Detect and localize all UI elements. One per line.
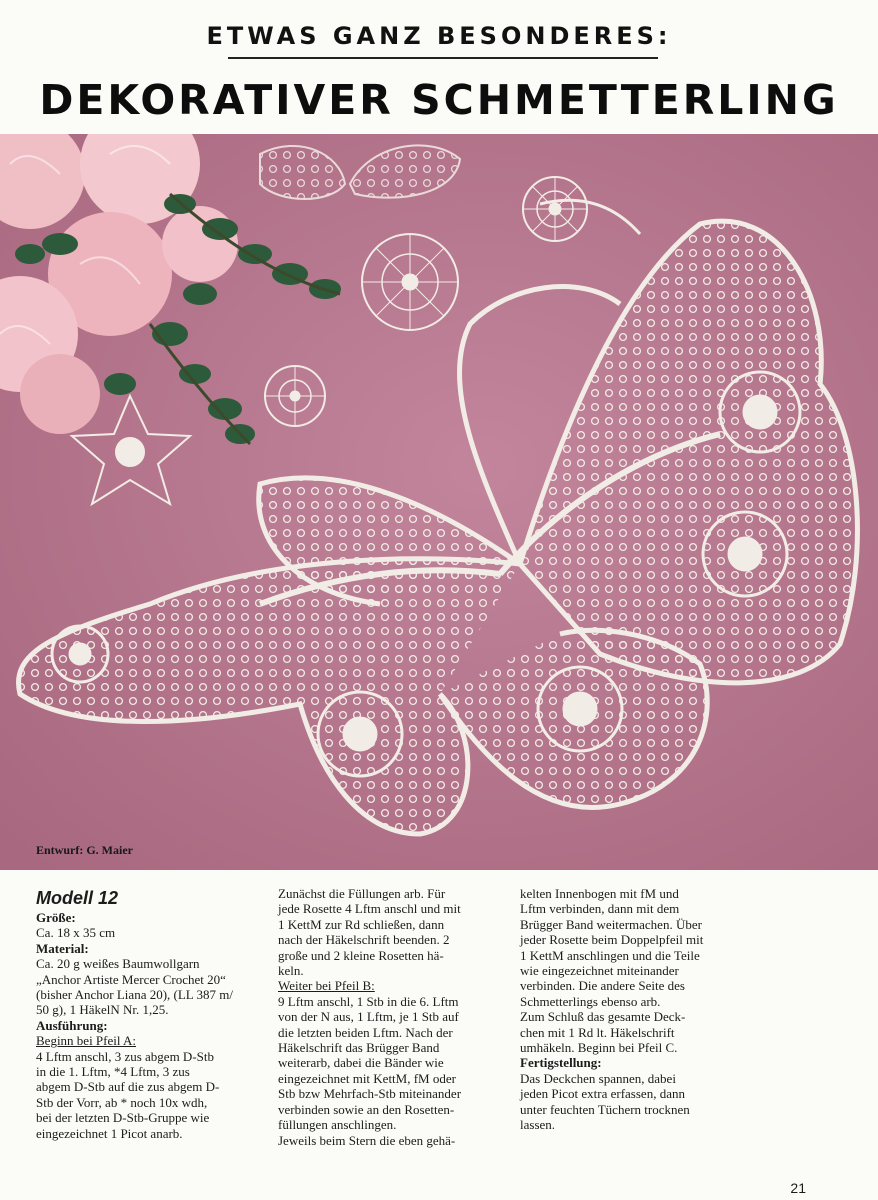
instruction-line: Stb der Vorr, ab * noch 10x wdh, <box>36 1094 208 1110</box>
instruction-line: 1 KettM zur Rd schließen, dann <box>278 916 445 932</box>
instruction-line: große und 2 kleine Rosetten hä- <box>278 947 444 963</box>
arrow-a-label: Beginn bei Pfeil A: <box>36 1033 137 1049</box>
instruction-line: Lftm verbinden, dann mit dem <box>520 901 680 917</box>
arrow-b-label: Weiter bei Pfeil B: <box>278 978 375 994</box>
instruction-line: von der N aus, 1 Lftm, je 1 Stb auf <box>278 1009 459 1025</box>
page-kicker: ETWAS GANZ BESONDERES: <box>206 22 672 50</box>
small-rosette <box>362 234 458 330</box>
text-column-1 <box>36 886 262 1141</box>
instruction-line: Schmetterlings ebenso arb. <box>520 993 661 1009</box>
material-line: „Anchor Artiste Mercer Crochet 20“ <box>36 971 226 987</box>
page-number: 21 <box>790 1180 806 1196</box>
small-rosette <box>523 177 587 241</box>
instruction-line: verbinden sowie an den Rosetten- <box>278 1101 455 1117</box>
execution-label: Ausführung: <box>36 1017 108 1033</box>
instruction-line: 4 Lftm anschl, 3 zus abgem D-Stb <box>36 1048 214 1064</box>
size-value: Ca. 18 x 35 cm <box>36 925 116 941</box>
instruction-line: lassen. <box>520 1117 556 1133</box>
instruction-line: kelten Innenbogen mit fM und <box>520 886 679 901</box>
instruction-line: nach der Häkelschrift beenden. 2 <box>278 932 450 948</box>
small-rosette <box>265 366 325 426</box>
instruction-line: unter feuchten Tüchern trocknen <box>520 1101 690 1117</box>
instruction-line: keln. <box>278 963 304 979</box>
size-label: Größe: <box>36 910 76 925</box>
instruction-line: Jeweils beim Stern die eben gehä- <box>278 1132 456 1148</box>
page-title: DEKORATIVER SCHMETTERLING <box>39 76 839 124</box>
instruction-line: umhäkeln. Beginn bei Pfeil C. <box>520 1040 678 1056</box>
instruction-line: Stb bzw Mehrfach-Stb miteinander <box>278 1086 462 1102</box>
butterfly-lace-photo <box>0 134 878 870</box>
instruction-line: in die 1. Lftm, *4 Lftm, 3 zus <box>36 1064 190 1080</box>
instruction-line: jeder Rosette beim Doppelpfeil mit <box>520 932 704 948</box>
material-line: 50 g), 1 HäkelN Nr. 1,25. <box>36 1002 169 1018</box>
finish-label: Fertigstellung: <box>520 1055 602 1071</box>
material-label: Material: <box>36 940 89 956</box>
instruction-line: Zum Schluß das gesamte Deck- <box>520 1009 686 1025</box>
material-line: (bisher Anchor Liana 20), (LL 387 m/ <box>36 987 233 1003</box>
instruction-line: Das Deckchen spannen, dabei <box>520 1070 676 1086</box>
instruction-line: jeden Picot extra erfassen, dann <box>520 1086 685 1102</box>
kicker-underline <box>228 57 658 59</box>
instruction-line: füllungen anschlingen. <box>278 1117 397 1133</box>
instruction-line: eingezeichnet mit KettM, fM oder <box>278 1070 456 1086</box>
instruction-line: jede Rosette 4 Lftm anschl und mit <box>278 901 461 917</box>
photo-credit: Entwurf: G. Maier <box>36 843 133 857</box>
instruction-line: Zunächst die Füllungen arb. Für <box>278 886 446 901</box>
instruction-line: 1 KettM anschlingen und die Teile <box>520 947 700 963</box>
model-title: Modell 12 <box>36 888 119 908</box>
text-column-2 <box>278 886 500 1148</box>
instruction-line: eingezeichnet 1 Picot anarb. <box>36 1125 183 1141</box>
instruction-line: die letzten beiden Lftm. Nach der <box>278 1024 453 1040</box>
text-column-3 <box>520 886 738 1133</box>
instruction-line: 9 Lftm anschl, 1 Stb in die 6. Lftm <box>278 993 459 1009</box>
material-line: Ca. 20 g weißes Baumwollgarn <box>36 956 200 972</box>
instruction-line: Brügger Band weitermachen. Über <box>520 916 702 932</box>
instruction-line: Häkelschrift das Brügger Band <box>278 1040 440 1056</box>
instruction-line: weiterarb, dabei die Bänder wie <box>278 1055 444 1071</box>
instruction-line: verbinden. Die andere Seite des <box>520 978 685 994</box>
instruction-line: bei der letzten D-Stb-Gruppe wie <box>36 1110 210 1126</box>
instruction-line: wie eingezeichnet miteinander <box>520 963 679 979</box>
photo-illustration <box>0 134 878 870</box>
instruction-line: chen mit 1 Rd lt. Häkelschrift <box>520 1024 675 1040</box>
instruction-line: abgem D-Stb auf die zus abgem D- <box>36 1079 220 1095</box>
